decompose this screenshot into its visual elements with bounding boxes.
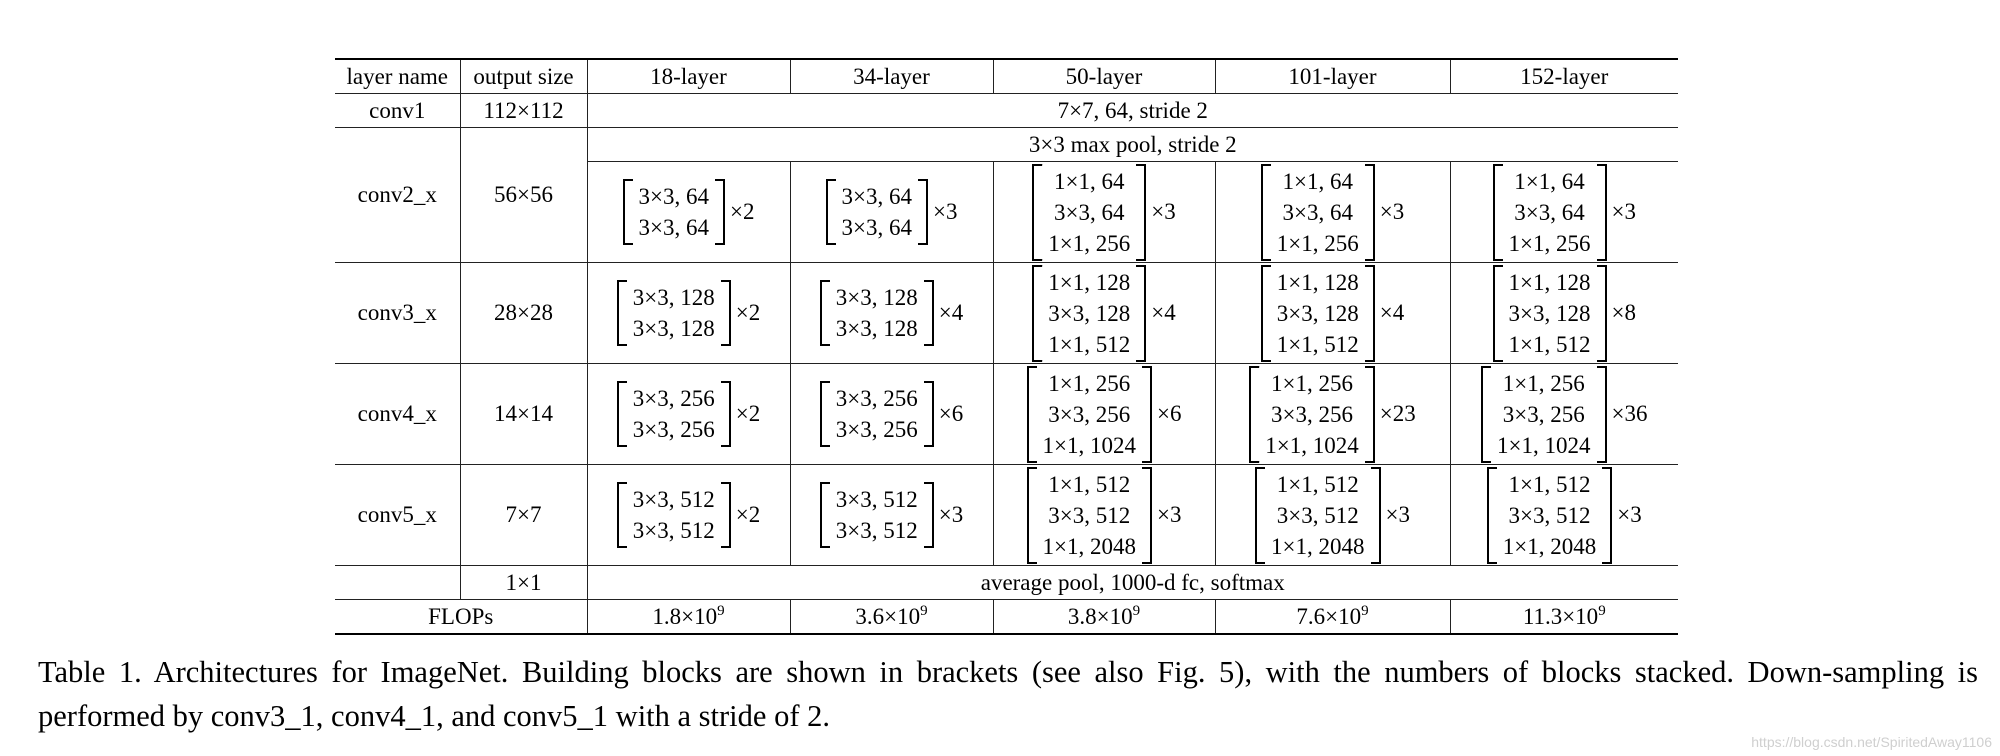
block-multiplier: ×36 <box>1611 401 1648 426</box>
block-line: 1×1, 2048 <box>1042 533 1136 559</box>
block-line: 1×1, 128 <box>1048 269 1131 295</box>
block-line: 3×3, 256 <box>835 386 918 411</box>
bracket <box>1032 265 1146 362</box>
watermark: https://blog.csdn.net/SpiritedAway1106 <box>1751 734 1992 750</box>
building-block <box>820 482 963 548</box>
building-block <box>1493 164 1636 261</box>
block-line: 1×1, 256 <box>1276 230 1359 256</box>
output-size-cell: 112×112 <box>460 94 587 128</box>
building-block <box>1255 467 1410 564</box>
block-line: 3×3, 64 <box>841 215 912 240</box>
building-block <box>826 179 958 245</box>
block-line: 3×3, 512 <box>1276 502 1359 528</box>
layer-name-cell: conv5_x <box>335 465 460 566</box>
building-block <box>1027 467 1182 564</box>
output-size-cell: 7×7 <box>460 465 587 566</box>
block-line: 1×1, 256 <box>1048 370 1131 396</box>
bracket <box>617 381 731 447</box>
block-line: 3×3, 64 <box>1054 199 1125 225</box>
building-block <box>1032 164 1175 261</box>
flops-exponent: 9 <box>717 603 725 619</box>
block-line: 3×3, 64 <box>638 215 709 240</box>
block-cell <box>993 162 1215 263</box>
block-multiplier: ×6 <box>1157 401 1182 426</box>
block-cell <box>1450 263 1678 364</box>
block-cell <box>993 364 1215 465</box>
bracket <box>623 179 725 245</box>
block-line: 3×3, 512 <box>632 518 715 543</box>
flops-label-cell: FLOPs <box>335 600 587 635</box>
block-line: 3×3, 256 <box>632 417 715 442</box>
bracket <box>1493 265 1607 362</box>
building-block <box>1493 265 1636 362</box>
output-size-cell: 1×1 <box>460 566 587 600</box>
flops-value-cell <box>587 600 790 635</box>
block-cell <box>1450 364 1678 465</box>
table-caption: Table 1. Architectures for ImageNet. Building blocks are shown in brackets (see also Fig. 5), with the numbers of blocks stacked. Down-sampling is performed by conv3_1, conv4_1, and conv5_1 with a stride of 2. <box>38 655 1978 733</box>
stage-row <box>335 364 1678 465</box>
block-line: 3×3, 256 <box>632 386 715 411</box>
block-line: 1×1, 128 <box>1508 269 1591 295</box>
block-cell <box>587 465 790 566</box>
block-multiplier: ×4 <box>938 300 964 325</box>
flops-value-cell <box>790 600 993 635</box>
block-line: 1×1, 2048 <box>1271 533 1365 559</box>
output-size-cell: 56×56 <box>460 128 587 263</box>
building-block <box>617 482 760 548</box>
block-cell <box>790 162 993 263</box>
block-line: 1×1, 256 <box>1271 370 1353 396</box>
block-multiplier: ×3 <box>1617 502 1642 527</box>
block-multiplier: ×4 <box>1151 300 1176 325</box>
flops-value-cell <box>1450 600 1678 635</box>
block-line: 3×3, 64 <box>638 184 709 209</box>
flops-base: 7.6×10 <box>1296 604 1362 629</box>
output-size-cell: 14×14 <box>460 364 587 465</box>
header-row <box>335 59 1678 94</box>
block-line: 3×3, 128 <box>835 316 918 341</box>
output-size-cell: 28×28 <box>460 263 587 364</box>
block-line: 1×1, 512 <box>1048 471 1131 497</box>
block-line: 1×1, 512 <box>1508 331 1591 357</box>
bracket <box>1493 164 1607 261</box>
block-cell <box>1215 263 1450 364</box>
flops-exponent: 9 <box>1361 603 1369 619</box>
block-cell <box>1215 364 1450 465</box>
block-line: 1×1, 512 <box>1276 471 1359 497</box>
flops-value-cell <box>1215 600 1450 635</box>
stage-row <box>335 263 1678 364</box>
conv1-desc-cell: 7×7, 64, stride 2 <box>587 94 1678 128</box>
building-block <box>820 280 963 346</box>
block-line: 3×3, 256 <box>835 417 918 442</box>
block-multiplier: ×3 <box>1151 199 1176 224</box>
block-line: 3×3, 512 <box>835 518 918 543</box>
building-block <box>617 381 760 447</box>
block-line: 1×1, 512 <box>1048 331 1131 357</box>
bracket <box>617 280 731 346</box>
bracket <box>1487 467 1612 564</box>
header-cell: layer name <box>335 59 460 94</box>
bracket <box>1261 265 1375 362</box>
block-cell <box>790 263 993 364</box>
block-line: 3×3, 128 <box>632 316 715 341</box>
block-multiplier: ×3 <box>938 502 964 527</box>
block-line: 1×1, 1024 <box>1265 432 1359 458</box>
block-line: 3×3, 64 <box>1282 199 1353 225</box>
block-multiplier: ×2 <box>735 502 761 527</box>
block-line: 1×1, 512 <box>1508 471 1591 497</box>
block-multiplier: ×2 <box>735 300 761 325</box>
header-cell: 101-layer <box>1215 59 1450 94</box>
block-line: 1×1, 1024 <box>1497 432 1591 458</box>
table-body <box>335 59 1678 634</box>
bracket <box>1255 467 1380 564</box>
block-line: 3×3, 64 <box>841 184 912 209</box>
bracket <box>1481 366 1606 463</box>
bracket <box>1032 164 1146 261</box>
flops-base: 11.3×10 <box>1522 604 1599 629</box>
building-block <box>820 381 963 447</box>
block-cell <box>993 263 1215 364</box>
bracket <box>820 482 934 548</box>
block-multiplier: ×4 <box>1379 300 1405 325</box>
stage-row <box>335 465 1678 566</box>
header-cell: 34-layer <box>790 59 993 94</box>
block-line: 3×3, 256 <box>1271 401 1353 427</box>
block-line: 3×3, 64 <box>1514 199 1585 225</box>
flops-value-cell <box>993 600 1215 635</box>
header-cell: 50-layer <box>993 59 1215 94</box>
layer-name-cell: conv2_x <box>335 128 460 263</box>
bracket <box>1027 467 1152 564</box>
flops-exponent: 9 <box>1132 603 1141 619</box>
block-cell <box>993 465 1215 566</box>
conv1-row <box>335 94 1678 128</box>
block-cell <box>587 263 790 364</box>
maxpool-row <box>335 128 1678 162</box>
building-block <box>1027 366 1182 463</box>
block-line: 1×1, 64 <box>1054 168 1125 194</box>
block-line: 1×1, 1024 <box>1042 432 1136 458</box>
layer-name-cell: conv3_x <box>335 263 460 364</box>
flops-exponent: 9 <box>920 603 928 619</box>
layer-name-cell: conv4_x <box>335 364 460 465</box>
block-multiplier: ×3 <box>1611 199 1636 224</box>
block-multiplier: ×6 <box>938 401 964 426</box>
block-line: 3×3, 128 <box>1276 300 1359 326</box>
block-line: 1×1, 256 <box>1502 370 1585 396</box>
flops-base: 3.8×10 <box>1067 604 1133 629</box>
block-line: 3×3, 128 <box>1048 300 1131 326</box>
architecture-table <box>335 58 1678 635</box>
bracket <box>820 381 934 447</box>
block-line: 1×1, 128 <box>1276 269 1359 295</box>
block-cell <box>790 465 993 566</box>
block-line: 1×1, 2048 <box>1502 533 1597 559</box>
bracket <box>826 179 928 245</box>
layer-name-cell: conv1 <box>335 94 460 128</box>
final-desc-cell: average pool, 1000-d fc, softmax <box>587 566 1678 600</box>
block-multiplier: ×2 <box>730 199 755 224</box>
block-multiplier: ×3 <box>1385 502 1410 527</box>
block-cell <box>1450 162 1678 263</box>
flops-base: 1.8×10 <box>652 604 718 629</box>
block-multiplier: ×2 <box>735 401 761 426</box>
block-line: 3×3, 256 <box>1502 401 1585 427</box>
block-line: 3×3, 256 <box>1048 401 1131 427</box>
block-cell <box>1215 162 1450 263</box>
bracket <box>1249 366 1374 463</box>
block-line: 3×3, 128 <box>835 285 918 310</box>
building-block <box>1249 366 1415 463</box>
bracket <box>1027 366 1152 463</box>
building-block <box>617 280 760 346</box>
block-line: 3×3, 512 <box>1048 502 1131 528</box>
maxpool-desc-cell: 3×3 max pool, stride 2 <box>587 128 1678 162</box>
header-cell: 18-layer <box>587 59 790 94</box>
block-multiplier: ×8 <box>1611 300 1636 325</box>
final-row <box>335 566 1678 600</box>
block-line: 1×1, 64 <box>1282 168 1353 194</box>
bracket <box>820 280 934 346</box>
building-block <box>623 179 755 245</box>
building-block <box>1261 164 1404 261</box>
flops-exponent: 9 <box>1598 603 1606 619</box>
block-multiplier: ×3 <box>1157 502 1182 527</box>
flops-row <box>335 600 1678 635</box>
block-cell <box>790 364 993 465</box>
block-cell <box>1215 465 1450 566</box>
block-cell <box>1450 465 1678 566</box>
block-multiplier: ×23 <box>1379 401 1416 426</box>
bracket <box>1261 164 1375 261</box>
block-line: 3×3, 512 <box>835 487 918 512</box>
block-line: 3×3, 128 <box>632 285 715 310</box>
block-line: 3×3, 512 <box>1508 502 1591 528</box>
block-cell <box>587 364 790 465</box>
building-block <box>1481 366 1647 463</box>
block-line: 3×3, 512 <box>632 487 715 512</box>
header-cell: output size <box>460 59 587 94</box>
flops-base: 3.6×10 <box>855 604 921 629</box>
block-line: 1×1, 256 <box>1508 230 1591 256</box>
block-line: 1×1, 256 <box>1048 230 1131 256</box>
building-block <box>1261 265 1404 362</box>
building-block <box>1487 467 1642 564</box>
layer-name-cell <box>335 566 460 600</box>
block-multiplier: ×3 <box>933 199 958 224</box>
header-cell: 152-layer <box>1450 59 1678 94</box>
block-cell <box>587 162 790 263</box>
block-line: 3×3, 128 <box>1508 300 1591 326</box>
bracket <box>617 482 731 548</box>
block-line: 1×1, 512 <box>1276 331 1359 357</box>
block-multiplier: ×3 <box>1379 199 1405 224</box>
block-line: 1×1, 64 <box>1514 168 1585 194</box>
building-block <box>1032 265 1175 362</box>
